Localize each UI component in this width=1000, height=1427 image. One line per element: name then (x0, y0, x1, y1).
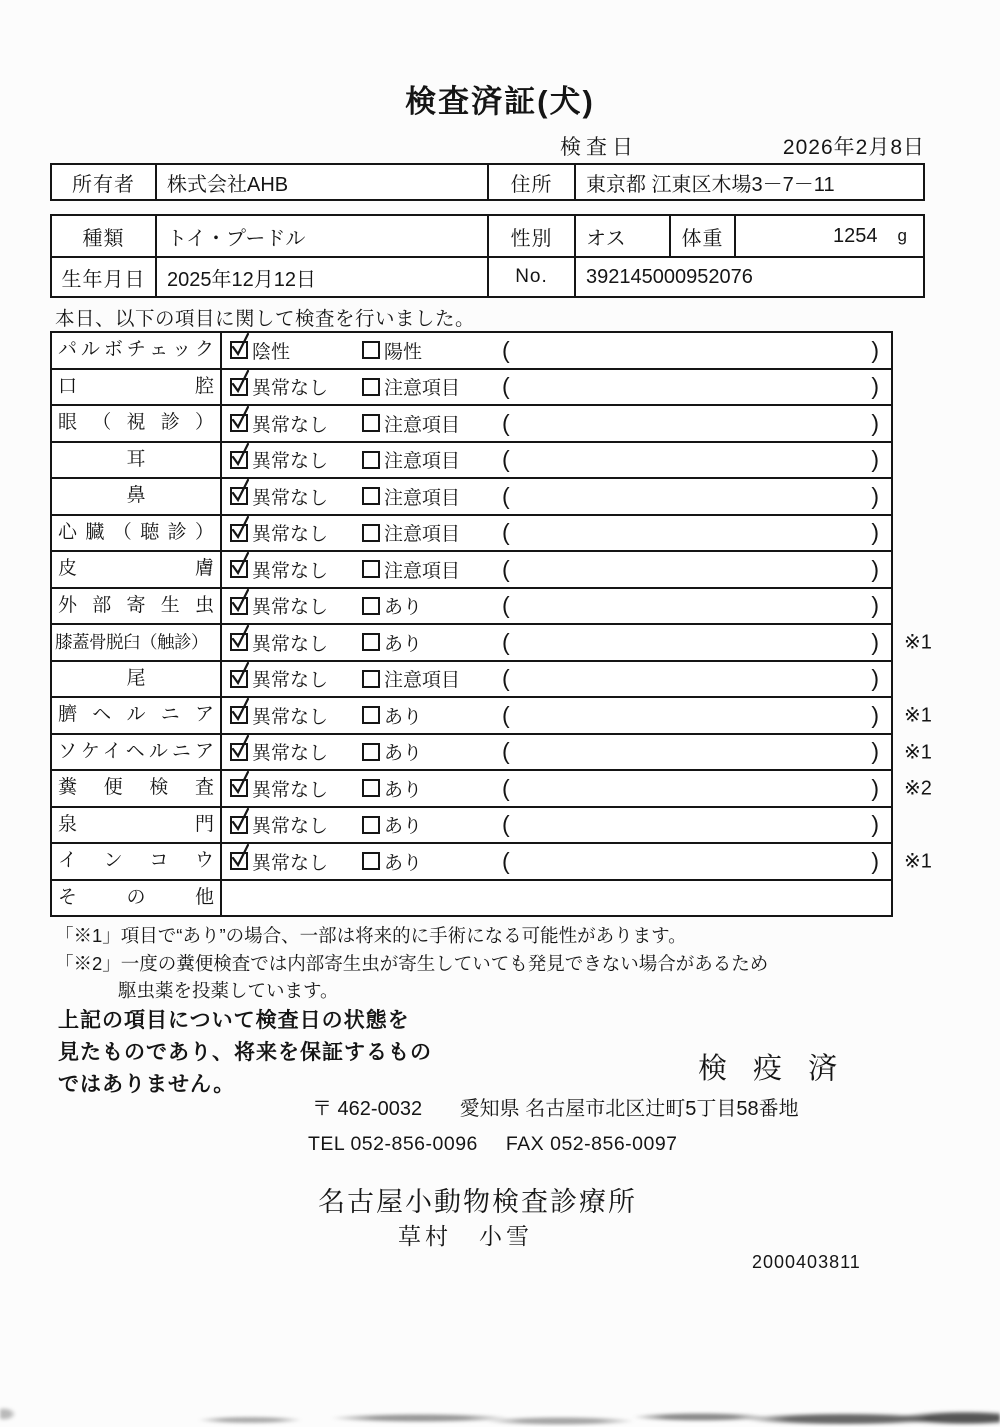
exam-row-body (220, 771, 891, 806)
remarks-paren-close: ) (871, 555, 879, 582)
exam-row-body (220, 844, 891, 879)
exam-option-unchecked[interactable] (362, 848, 502, 875)
check-mark-icon (230, 514, 250, 542)
exam-row (52, 881, 891, 916)
exam-option-unchecked[interactable] (362, 556, 502, 583)
check-mark-icon (230, 477, 250, 505)
exam-item-label: 膝蓋骨脱臼（触診） (55, 632, 208, 653)
sex-label: 性別 (487, 216, 574, 256)
checkbox-checked-icon[interactable] (230, 414, 248, 432)
breed-label: 種類 (82, 227, 125, 250)
serial-number: 2000403811 (752, 1252, 861, 1272)
check-mark-icon (230, 404, 250, 432)
exam-row (52, 735, 932, 772)
exam-item-label: 口腔 (58, 375, 214, 397)
footnote-mark: ※2 (904, 777, 932, 800)
check-mark-icon (230, 623, 250, 651)
checkbox-unchecked-icon[interactable] (362, 560, 380, 578)
checkbox-unchecked-icon[interactable] (362, 414, 380, 432)
exam-option-unchecked[interactable] (362, 738, 502, 765)
sex-value: オス (574, 216, 669, 256)
remarks-paren-open: ( (502, 555, 510, 582)
remarks-paren-close: ) (871, 592, 879, 619)
exam-row (52, 589, 891, 626)
remarks-paren-open: ( (502, 811, 510, 838)
exam-item-label: 外部寄生虫 (58, 594, 214, 616)
exam-row (52, 625, 932, 662)
check-mark-icon (230, 550, 250, 578)
number-label: No. (487, 256, 574, 296)
exam-option-unchecked[interactable] (362, 483, 502, 510)
exam-row-body (220, 662, 891, 697)
check-mark-icon (230, 733, 250, 761)
footnotes-block (55, 922, 768, 1005)
exam-item-label: 尾 (126, 667, 146, 689)
exam-option-checked[interactable] (230, 556, 362, 583)
scan-edge-artifact (0, 1405, 1000, 1427)
exam-option-unchecked-label: あり (384, 706, 423, 728)
remarks-paren-close: ) (871, 847, 879, 874)
exam-option-unchecked-label: 注意項目 (384, 670, 461, 692)
exam-date-label: 検査日 (560, 136, 638, 159)
exam-option-unchecked[interactable] (362, 629, 502, 656)
clinic-address-line (312, 1092, 799, 1121)
exam-row-body (220, 479, 891, 514)
checkbox-unchecked-icon[interactable] (362, 633, 380, 651)
remarks-paren-open: ( (502, 628, 510, 655)
exam-item-label: 皮膚 (58, 558, 214, 580)
birth-label: 生年月日 (52, 256, 155, 296)
remarks-paren-close: ) (871, 665, 879, 692)
checkbox-unchecked-icon[interactable] (362, 487, 380, 505)
exam-row-body (220, 443, 891, 478)
remarks-paren-open: ( (502, 847, 510, 874)
exam-row-body (220, 333, 891, 368)
exam-option-unchecked-label: 注意項目 (384, 378, 461, 400)
address-value: 東京都 江東区木場3－7－11 (574, 165, 923, 199)
disclaimer-paragraph (58, 1005, 432, 1101)
checkbox-checked-icon[interactable] (230, 816, 248, 834)
check-mark-icon (230, 331, 250, 359)
exam-date-value: 2026年2月8日 (782, 136, 925, 159)
exam-option-checked[interactable] (230, 702, 362, 729)
exam-option-checked[interactable] (230, 337, 362, 364)
check-mark-icon (230, 806, 250, 834)
checkbox-unchecked-icon[interactable] (362, 451, 380, 469)
exam-option-unchecked[interactable] (362, 665, 502, 692)
checkbox-checked-icon[interactable] (230, 779, 248, 797)
exam-option-unchecked[interactable] (362, 702, 502, 729)
exam-option-unchecked-label: あり (384, 743, 423, 765)
exam-option-unchecked-label: 陽性 (384, 341, 423, 363)
exam-item-label: 鼻 (126, 485, 146, 507)
exam-row (52, 844, 932, 881)
exam-option-checked-label: 異常なし (252, 560, 329, 582)
check-mark-icon (230, 769, 250, 797)
exam-option-checked[interactable] (230, 775, 362, 802)
checkbox-checked-icon[interactable] (230, 852, 248, 870)
exam-option-checked-label: 異常なし (252, 743, 329, 765)
checkbox-checked-icon[interactable] (230, 378, 248, 396)
exam-option-unchecked-label: 注意項目 (384, 524, 461, 546)
exam-row-body (220, 881, 891, 916)
remarks-paren-close: ) (871, 774, 879, 801)
weight-value-cell (734, 216, 923, 256)
exam-row-body (220, 370, 891, 405)
footnote-mark: ※1 (904, 631, 932, 654)
exam-row (52, 552, 891, 589)
pet-info-table (50, 214, 925, 298)
footnote-mark: ※1 (904, 850, 932, 873)
exam-option-checked-label: 異常なし (252, 378, 329, 400)
check-mark-icon (230, 368, 250, 396)
footnote-2-line2: 駆虫薬を投薬しています。 (118, 980, 339, 1001)
breed-value: トイ・プードル (155, 216, 487, 256)
exam-option-unchecked[interactable] (362, 775, 502, 802)
checkbox-unchecked-icon[interactable] (362, 779, 380, 797)
weight-value: 1254 (833, 224, 878, 247)
exam-row (52, 443, 891, 480)
exam-option-checked-label: 異常なし (252, 670, 329, 692)
remarks-paren-close: ) (871, 482, 879, 509)
fax-number: FAX 052-856-0097 (505, 1133, 678, 1155)
check-mark-icon (230, 441, 250, 469)
exam-item-label: 泉門 (58, 813, 214, 835)
check-mark-icon (230, 696, 250, 724)
exam-option-checked[interactable] (230, 738, 362, 765)
number-value: 392145000952076 (574, 256, 923, 296)
remarks-paren-open: ( (502, 738, 510, 765)
exam-option-unchecked-label: 注意項目 (384, 414, 461, 436)
exam-item-label: その他 (58, 886, 214, 908)
checkbox-checked-icon[interactable] (230, 743, 248, 761)
exam-row-body (220, 698, 891, 733)
exam-row-body (220, 808, 891, 843)
exam-option-checked-label: 異常なし (252, 779, 329, 801)
veterinarian-name: 草村 小雪 (398, 1223, 533, 1249)
exam-row (52, 771, 932, 808)
footnote-mark: ※1 (904, 704, 932, 727)
checkbox-unchecked-icon[interactable] (362, 743, 380, 761)
exam-option-checked[interactable] (230, 519, 362, 546)
tel-number: TEL 052-856-0096 (308, 1133, 478, 1155)
footnote-1: 「※1」項目で“あり”の場合、一部は将来的に手術になる可能性があります。 (55, 925, 687, 946)
exam-option-checked-label: 異常なし (252, 487, 329, 509)
remarks-paren-open: ( (502, 774, 510, 801)
exam-option-unchecked-label: 注意項目 (384, 451, 461, 473)
exam-row-body (220, 552, 891, 587)
exam-row-body (220, 406, 891, 441)
exam-row-body (220, 735, 891, 770)
exam-item-label: ソケイヘルニア (58, 740, 214, 762)
disclaimer-line1: 上記の項目について検査日の状態を (58, 1009, 410, 1032)
exam-option-unchecked-label: 注意項目 (384, 560, 461, 582)
exam-item-label: 耳 (126, 448, 146, 470)
exam-row (52, 662, 891, 699)
remarks-paren-open: ( (502, 409, 510, 436)
exam-option-unchecked-label: あり (384, 633, 423, 655)
remarks-paren-close: ) (871, 446, 879, 473)
exam-row (52, 516, 891, 553)
checkbox-unchecked-icon[interactable] (362, 816, 380, 834)
address-label: 住所 (487, 165, 574, 199)
remarks-paren-open: ( (502, 519, 510, 546)
exam-option-checked[interactable] (230, 848, 362, 875)
exam-option-checked[interactable] (230, 446, 362, 473)
exam-option-unchecked[interactable] (362, 592, 502, 619)
exam-row-body (220, 625, 891, 660)
checkbox-checked-icon[interactable] (230, 560, 248, 578)
footnote-mark: ※1 (904, 741, 932, 764)
exam-option-checked[interactable] (230, 592, 362, 619)
remarks-paren-close: ) (871, 628, 879, 655)
exam-row (52, 333, 891, 370)
exam-option-checked[interactable] (230, 665, 362, 692)
exam-option-checked-label: 陰性 (252, 341, 291, 363)
checkbox-unchecked-icon[interactable] (362, 852, 380, 870)
owner-value: 株式会社AHB (155, 165, 487, 199)
checkbox-checked-icon[interactable] (230, 524, 248, 542)
exam-option-unchecked[interactable] (362, 410, 502, 437)
exam-option-unchecked[interactable] (362, 337, 502, 364)
postal-code: 〒 462-0032 (312, 1098, 423, 1120)
exam-option-checked[interactable] (230, 373, 362, 400)
exam-option-checked-label: 異常なし (252, 816, 329, 838)
weight-unit: g (897, 226, 907, 245)
clinic-phone-line (308, 1133, 678, 1156)
exam-option-checked[interactable] (230, 483, 362, 510)
exam-item-label: 心臓（聴診） (58, 521, 214, 543)
exam-option-unchecked-label: 注意項目 (384, 487, 461, 509)
remarks-paren-open: ( (502, 446, 510, 473)
exam-option-checked-label: 異常なし (252, 451, 329, 473)
checkbox-unchecked-icon[interactable] (362, 378, 380, 396)
clinic-name: 名古屋小動物検査診療所 (318, 1187, 637, 1217)
exam-row-body (220, 516, 891, 551)
exam-item-label: 眼（視診） (58, 412, 214, 434)
exam-row (52, 698, 932, 735)
remarks-paren-close: ) (871, 738, 879, 765)
exam-option-checked-label: 異常なし (252, 852, 329, 874)
checkbox-unchecked-icon[interactable] (362, 524, 380, 542)
checkbox-unchecked-icon[interactable] (362, 597, 380, 615)
exam-option-unchecked-label: あり (384, 816, 423, 838)
exam-option-checked[interactable] (230, 629, 362, 656)
exam-item-label: 糞便検査 (58, 777, 214, 799)
checkbox-checked-icon[interactable] (230, 341, 248, 359)
exam-option-unchecked[interactable] (362, 446, 502, 473)
remarks-paren-open: ( (502, 592, 510, 619)
page-title: 検査済証(犬) (405, 84, 595, 119)
exam-row (52, 406, 891, 443)
checkbox-checked-icon[interactable] (230, 633, 248, 651)
remarks-paren-open: ( (502, 373, 510, 400)
exam-option-checked-label: 異常なし (252, 524, 329, 546)
exam-option-unchecked[interactable] (362, 519, 502, 546)
exam-option-checked-label: 異常なし (252, 414, 329, 436)
remarks-paren-close: ) (871, 519, 879, 546)
exam-option-unchecked[interactable] (362, 811, 502, 838)
exam-row (52, 808, 891, 845)
checkbox-checked-icon[interactable] (230, 706, 248, 724)
exam-row (52, 370, 891, 407)
remarks-paren-open: ( (502, 665, 510, 692)
exam-option-unchecked-label: あり (384, 779, 423, 801)
exam-results-table (50, 331, 932, 917)
checkbox-unchecked-icon[interactable] (362, 341, 380, 359)
check-mark-icon (230, 660, 250, 688)
exam-item-label: インコウ (58, 850, 214, 872)
footnote-2-line1: 「※2」一度の糞便検査では内部寄生虫が寄生していても発見できない場合があるため (55, 952, 769, 974)
exam-option-checked[interactable] (230, 410, 362, 437)
exam-item-label: 臍ヘルニア (58, 704, 214, 726)
checkbox-unchecked-icon[interactable] (362, 706, 380, 724)
remarks-paren-open: ( (502, 482, 510, 509)
remarks-paren-close: ) (871, 373, 879, 400)
checkbox-checked-icon[interactable] (230, 451, 248, 469)
exam-row (52, 479, 891, 516)
exam-option-checked-label: 異常なし (252, 597, 329, 619)
exam-option-unchecked-label: あり (384, 852, 423, 874)
exam-option-unchecked-label: あり (384, 597, 423, 619)
intro-sentence: 本日、以下の項目に関して検査を行いました。 (55, 308, 476, 330)
birth-value: 2025年12月12日 (155, 256, 487, 296)
exam-row-body (220, 589, 891, 624)
exam-option-unchecked[interactable] (362, 373, 502, 400)
weight-label: 体重 (669, 216, 734, 256)
owner-table (50, 163, 925, 201)
exam-option-checked-label: 異常なし (252, 633, 329, 655)
owner-label: 所有者 (72, 173, 135, 196)
exam-date-row (50, 131, 925, 159)
exam-item-label: パルボチェック (58, 339, 214, 360)
checkbox-checked-icon[interactable] (230, 487, 248, 505)
exam-option-checked-label: 異常なし (252, 706, 329, 728)
check-mark-icon (230, 587, 250, 615)
checkbox-checked-icon[interactable] (230, 670, 248, 688)
remarks-paren-close: ) (871, 336, 879, 363)
check-mark-icon (230, 842, 250, 870)
remarks-paren-close: ) (871, 701, 879, 728)
disclaimer-line3: ではありません。 (58, 1073, 236, 1096)
remarks-paren-open: ( (502, 336, 510, 363)
clinic-address: 愛知県 名古屋市北区辻町5丁目58番地 (459, 1098, 799, 1120)
remarks-paren-close: ) (871, 811, 879, 838)
checkbox-checked-icon[interactable] (230, 597, 248, 615)
remarks-paren-close: ) (871, 409, 879, 436)
remarks-paren-open: ( (502, 701, 510, 728)
checkbox-unchecked-icon[interactable] (362, 670, 380, 688)
quarantine-passed-stamp: 検 疫 済 (698, 1053, 847, 1085)
disclaimer-line2: 見たものであり、将来を保証するもの (58, 1041, 432, 1064)
exam-option-checked[interactable] (230, 811, 362, 838)
